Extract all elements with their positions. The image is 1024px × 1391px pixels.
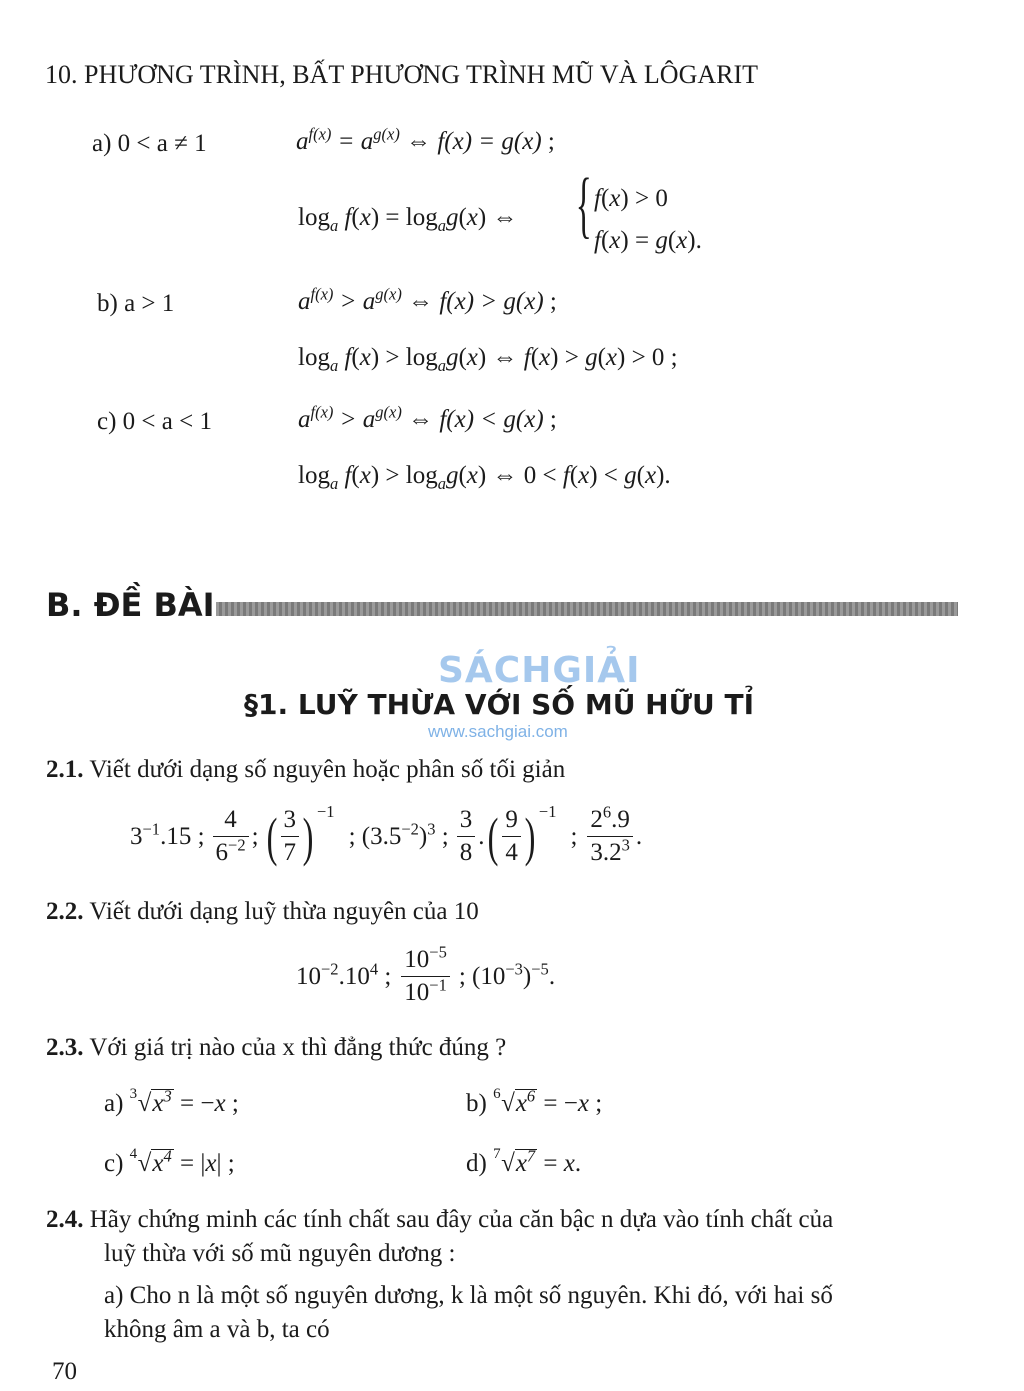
page-number: 70 xyxy=(52,1358,77,1385)
exercise-2-3-number: 2.3. xyxy=(46,1034,84,1061)
exercise-2-2 xyxy=(46,898,479,926)
exercise-2-4-a-line-1: a) Cho n là một số nguyên dương, k là một số nguyên. Khi đó, với hai số xyxy=(104,1282,833,1309)
exercise-2-4-line-1: Hãy chứng minh các tính chất sau đây của căn bậc n dựa vào tính chất của xyxy=(89,1206,834,1233)
exercise-2-4-line-2: luỹ thừa với số mũ nguyên dương : xyxy=(104,1240,456,1267)
exercise-2-2-expressions: $10^{-2}.10^4$ ; $\frac{10^{-5}}{10^{-1}}$ ; $(10^{-3})^{-5}$. xyxy=(296,942,556,1006)
exercise-2-2-text: Viết dưới dạng luỹ thừa nguyên của 10 xyxy=(89,898,479,925)
system-brace: { xyxy=(575,164,592,246)
exercise-2-3-b: b) 6 $√x^6 = -x$ ; xyxy=(466,1086,603,1117)
exercise-2-1-expressions: $3^{-1}.15$ ; $\frac{4}{6^{-2}}$ ; ( $\frac{3}{7}$ ) −1 ; $(3.5^{-2})^3$ ; $\frac{3}{8}$ . ( $\frac{9}{4}$ ) −1 ; $\frac{2^6.9}{3.2^3}$ . xyxy=(130,802,643,867)
exercise-2-3-d: d) 7 $√x^7 = x$. xyxy=(466,1146,582,1177)
section-header: 10. PHƯƠNG TRÌNH, BẤT PHƯƠNG TRÌNH MŨ VÀ LÔGARIT xyxy=(45,60,759,89)
exercise-2-3-c: c) 4 $√x^4 = |x|$ ; xyxy=(104,1146,235,1177)
exercise-2-4-number: 2.4. xyxy=(46,1206,84,1233)
exercise-2-1 xyxy=(46,756,565,784)
exercise-2-4 xyxy=(46,1206,833,1234)
exercise-2-3 xyxy=(46,1034,506,1062)
formula-b-log: $\log_a f(x) > \log_ag(x)$ ⇔ f(x) > g(x) > 0 ; xyxy=(298,344,678,375)
system-line-2: f(x) = g(x). xyxy=(594,227,702,254)
exercise-2-1-number: 2.1. xyxy=(46,756,84,783)
system-line-1: f(x) > 0 xyxy=(594,185,668,212)
exercise-2-2-number: 2.2. xyxy=(46,898,84,925)
formula-a-log: $\log_a f(x) = \log_ag(x)$ ⇔ xyxy=(298,204,518,235)
title-rule-bar xyxy=(216,602,958,616)
exercise-2-4-a-line-2: không âm a và b, ta có xyxy=(104,1316,330,1343)
formula-c-exp: $a^{f(x)} > a^{g(x)}$ ⇔ f(x) < g(x) ; xyxy=(298,402,557,433)
formula-a-exp: $a^{f(x)} = a^{g(x)}$ ⇔ f(x) = g(x) ; xyxy=(296,124,555,155)
exercise-2-1-text: Viết dưới dạng số nguyên hoặc phân số tối giản xyxy=(89,756,566,783)
formula-c-log: $\log_a f(x) > \log_ag(x)$ ⇔ 0 < f(x) < g(x). xyxy=(298,462,671,493)
watermark-brand: SÁCHGIẢI xyxy=(438,650,641,691)
case-b-label: b) a > 1 xyxy=(97,290,175,317)
part-b-title: B. ĐỀ BÀI xyxy=(46,586,215,624)
case-a-label: a) 0 < a ≠ 1 xyxy=(92,130,207,157)
formula-b-exp: $a^{f(x)} > a^{g(x)}$ ⇔ f(x) > g(x) ; xyxy=(298,284,557,315)
lesson-title: §1. LUỸ THỪA VỚI SỐ MŨ HỮU TỈ xyxy=(244,688,755,721)
watermark-url: www.sachgiai.com xyxy=(428,722,568,741)
case-c-label: c) 0 < a < 1 xyxy=(97,408,212,435)
exercise-2-3-a: a) 3 $√x^3 = -x$ ; xyxy=(104,1086,239,1117)
exercise-2-3-text: Với giá trị nào của x thì đẳng thức đúng ? xyxy=(89,1034,507,1061)
